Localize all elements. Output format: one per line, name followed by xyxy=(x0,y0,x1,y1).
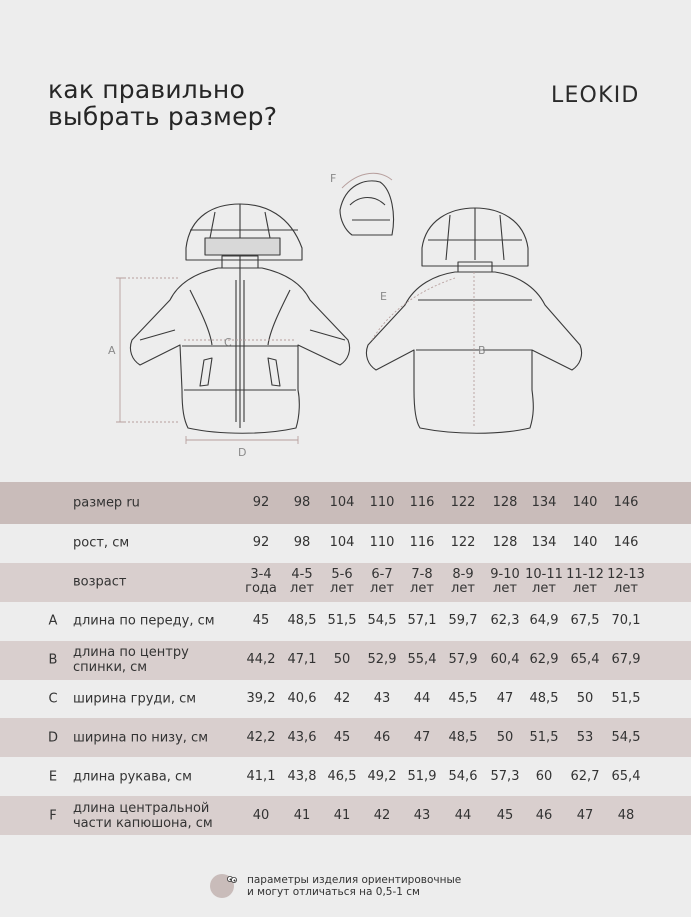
value-cell: 41 xyxy=(333,807,351,823)
value-cell: 9-10 лет xyxy=(490,567,520,597)
value-cell: 40,6 xyxy=(287,691,317,706)
table-row xyxy=(0,641,691,680)
value-cell: 6-7 лет xyxy=(370,567,394,597)
value-cell: 51,5 xyxy=(611,691,641,706)
value-cell: 46 xyxy=(373,729,391,745)
row-label: ширина груди, см xyxy=(73,691,197,707)
value-cell: 57,1 xyxy=(407,613,437,629)
title-line-2: выбрать размер? xyxy=(48,102,278,131)
value-cell: 48,5 xyxy=(287,613,317,629)
value-cell: 42,2 xyxy=(246,729,276,745)
value-cell: 110 xyxy=(369,535,395,551)
value-cell: 45 xyxy=(496,807,514,823)
value-cell: 40 xyxy=(252,807,270,823)
size-cell: 122 xyxy=(450,495,476,510)
value-cell: 55,4 xyxy=(407,652,437,668)
value-cell: 98 xyxy=(293,535,311,551)
value-cell: 43,8 xyxy=(287,768,317,784)
value-cell: 51,5 xyxy=(327,613,357,629)
value-cell: 47 xyxy=(576,807,594,823)
size-cell: 98 xyxy=(293,495,311,510)
value-cell: 4-5 лет xyxy=(290,567,314,597)
row-letter: E xyxy=(48,769,58,785)
value-cell: 41 xyxy=(293,807,311,823)
value-cell: 53 xyxy=(576,729,594,745)
row-letter: B xyxy=(48,652,58,668)
value-cell: 62,9 xyxy=(529,652,559,668)
value-cell: 67,5 xyxy=(570,613,600,629)
table-row xyxy=(0,680,691,719)
value-cell: 57,3 xyxy=(490,768,520,784)
value-cell: 10-11 лет xyxy=(525,567,563,597)
value-cell: 116 xyxy=(409,535,435,551)
value-cell: 41,1 xyxy=(246,768,276,784)
value-cell: 54,5 xyxy=(367,613,397,629)
title-line-1: как правильно xyxy=(48,75,245,104)
value-cell: 50 xyxy=(496,729,514,745)
size-cell: 92 xyxy=(252,495,270,510)
value-cell: 134 xyxy=(531,535,557,551)
value-cell: 48,5 xyxy=(448,729,478,745)
value-cell: 46 xyxy=(535,807,553,823)
value-cell: 57,9 xyxy=(448,652,478,668)
size-cell: 104 xyxy=(329,495,355,510)
value-cell: 5-6 лет xyxy=(330,567,354,597)
value-cell: 70,1 xyxy=(611,613,641,629)
value-cell: 48 xyxy=(617,807,635,823)
detached-hood xyxy=(340,181,394,235)
size-cell: 134 xyxy=(531,495,557,510)
value-cell: 62,3 xyxy=(490,613,520,629)
value-cell: 65,4 xyxy=(570,652,600,668)
value-cell: 43 xyxy=(373,691,391,706)
note-line-2: и могут отличаться на 0,5-1 см xyxy=(247,886,420,898)
label-f: F xyxy=(330,172,337,185)
row-letter: C xyxy=(48,691,58,707)
value-cell: 44,2 xyxy=(246,652,276,668)
row-letter: A xyxy=(48,613,58,629)
size-cell: 110 xyxy=(369,495,395,510)
jacket-diagram xyxy=(0,160,691,460)
value-cell: 65,4 xyxy=(611,768,641,784)
header-label: размер ru xyxy=(73,495,140,511)
value-cell: 49,2 xyxy=(367,768,397,784)
value-cell: 47 xyxy=(413,729,431,745)
value-cell: 64,9 xyxy=(529,613,559,629)
value-cell: 122 xyxy=(450,535,476,551)
value-cell: 8-9 лет xyxy=(451,567,475,597)
label-b: B xyxy=(478,344,486,357)
size-table xyxy=(0,482,691,835)
size-cell: 116 xyxy=(409,495,435,510)
value-cell: 54,5 xyxy=(611,729,641,745)
value-cell: 92 xyxy=(252,535,270,551)
info-icon xyxy=(207,871,237,905)
value-cell: 47,1 xyxy=(287,652,317,668)
size-cell: 128 xyxy=(492,495,518,510)
value-cell: 43 xyxy=(413,807,431,823)
value-cell: 128 xyxy=(492,535,518,551)
row-label: длина по центру спинки, см xyxy=(73,645,189,676)
table-row xyxy=(0,718,691,757)
value-cell: 45,5 xyxy=(448,691,478,706)
table-row xyxy=(0,796,691,835)
note-line-1: параметры изделия ориентировочные xyxy=(247,874,462,886)
value-cell: 62,7 xyxy=(570,768,600,784)
value-cell: 46,5 xyxy=(327,768,357,784)
label-e: E xyxy=(380,290,387,303)
value-cell: 146 xyxy=(613,535,639,551)
value-cell: 140 xyxy=(572,535,598,551)
value-cell: 3-4 года xyxy=(245,567,277,597)
page-title xyxy=(48,76,277,130)
value-cell: 104 xyxy=(329,535,355,551)
value-cell: 51,5 xyxy=(529,729,559,745)
row-label: ширина по низу, см xyxy=(73,730,209,746)
table-row xyxy=(0,757,691,796)
label-d: D xyxy=(238,446,247,459)
value-cell: 47 xyxy=(496,691,514,706)
row-label: рост, см xyxy=(73,535,130,551)
value-cell: 43,6 xyxy=(287,729,317,745)
size-cell: 146 xyxy=(613,495,639,510)
row-letter: F xyxy=(49,808,57,824)
value-cell: 42 xyxy=(373,807,391,823)
value-cell: 52,9 xyxy=(367,652,397,668)
value-cell: 50 xyxy=(576,691,594,706)
value-cell: 54,6 xyxy=(448,768,478,784)
table-row xyxy=(0,602,691,641)
value-cell: 60 xyxy=(535,768,553,784)
value-cell: 12-13 лет xyxy=(607,567,645,597)
table-row xyxy=(0,524,691,563)
value-cell: 44 xyxy=(413,691,431,706)
row-label: возраст xyxy=(73,574,127,590)
value-cell: 39,2 xyxy=(246,691,276,706)
row-letter: D xyxy=(47,730,58,746)
row-label: длина центральной части капюшона, см xyxy=(73,800,213,831)
value-cell: 45 xyxy=(252,613,270,629)
row-label: длина по переду, см xyxy=(73,613,215,629)
value-cell: 51,9 xyxy=(407,768,437,784)
value-cell: 42 xyxy=(333,691,351,706)
value-cell: 59,7 xyxy=(448,613,478,629)
value-cell: 44 xyxy=(454,807,472,823)
table-row xyxy=(0,563,691,602)
brand-logo: LEOKID xyxy=(551,83,640,108)
value-cell: 60,4 xyxy=(490,652,520,668)
row-label: длина рукава, см xyxy=(73,769,192,785)
label-c: C xyxy=(224,336,232,349)
value-cell: 50 xyxy=(333,652,351,668)
value-cell: 45 xyxy=(333,729,351,745)
size-cell: 140 xyxy=(572,495,598,510)
disclaimer-note xyxy=(247,874,461,898)
table-header-row xyxy=(0,482,691,524)
value-cell: 11-12 лет xyxy=(566,567,604,597)
value-cell: 48,5 xyxy=(529,691,559,706)
label-a: A xyxy=(108,344,116,357)
value-cell: 7-8 лет xyxy=(410,567,434,597)
value-cell: 67,9 xyxy=(611,652,641,668)
